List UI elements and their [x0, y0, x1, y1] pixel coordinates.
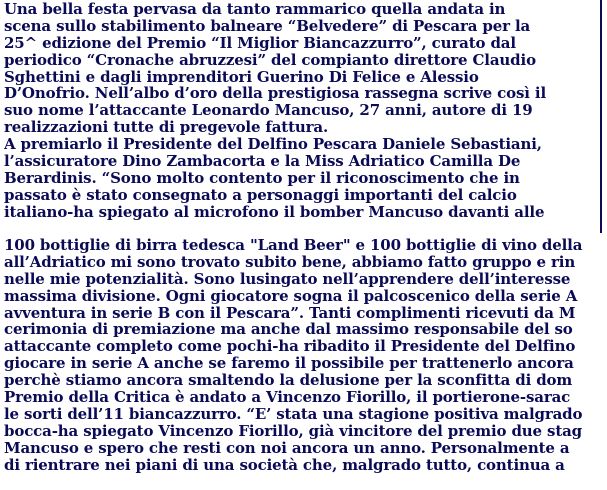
text-line: avventura in serie B con il Pescara”. Tanti complimenti ricevuti da M [4, 303, 576, 322]
text-line: cerimonia di premiazione ma anche dal massimo responsabile del so [4, 320, 573, 339]
text-line: Berardinis. “Sono molto contento per il riconoscimento che in [4, 168, 520, 187]
text-line: passato è stato consegnato a personaggi importanti del calcio [4, 185, 517, 204]
text-line: italiano-ha spiegato al microfono il bomber Mancuso davanti alle [4, 202, 545, 221]
text-line: giocare in serie A anche se faremo il possibile per trattenerlo ancora [4, 354, 574, 373]
text-line: D’Onofrio. Nell’albo d’oro della prestigiosa rassegna scrive così il [4, 84, 547, 103]
text-line: di rientrare nei piani di una società che, malgrado tutto, continua a [4, 455, 565, 474]
text-line: Mancuso e spero che resti con noi ancora un anno. Personalmente a [4, 438, 570, 457]
text-line: A premiarlo il Presidente del Delfino Pescara Daniele Sebastiani, [4, 135, 542, 154]
text-line: attaccante completo come pochi-ha ribadito il Presidente del Delfino [4, 337, 576, 356]
text-line: Sghettini e dagli imprenditori Guerino Di Felice e Alessio [4, 67, 479, 86]
text-line: all’Adriatico mi sono trovato subito bene, abbiamo fatto gruppo e rin [4, 252, 576, 271]
text-line: 100 bottiglie di birra tedesca "Land Beer" e 100 bottiglie di vino della [4, 237, 583, 254]
text-line: l’assicuratore Dino Zambacorta e la Miss Adriatico Camilla De [4, 152, 521, 171]
text-line: massima divisione. Ogni giocatore sogna il palcoscenico della serie A [4, 286, 578, 305]
text-line: nelle mie potenzialità. Sono lusingato nell’apprendere dell’interesse [4, 269, 571, 288]
edge-rule [600, 0, 602, 233]
text-line: periodico “Cronache abruzzesi” del compianto direttore Claudio [4, 50, 536, 69]
text-line: Premio della Critica è andato a Vincenzo Fiorillo, il portierone-sarac [4, 388, 571, 407]
article-text-bottom [4, 237, 607, 473]
text-line: perchè stiamo ancora smaltendo la delusione per la sconfitta di dom [4, 371, 573, 390]
text-line: 25^ edizione del Premio “Il Miglior Biancazzurro”, curato dal [4, 33, 516, 52]
text-line: bocca-ha spiegato Vincenzo Fiorillo, già vincitore del premio due stag [4, 421, 583, 440]
article-text-top [4, 1, 600, 221]
text-line: le sorti dell’11 biancazzurro. “E’ stata una stagione positiva malgrado [4, 404, 583, 423]
text-line: suo nome l’attaccante Leonardo Mancuso, 27 anni, autore di 19 [4, 101, 533, 120]
text-line: scena sullo stabilimento balneare “Belvedere” di Pescara per la [4, 16, 531, 35]
text-line: Una bella festa pervasa da tanto rammarico quella andata in [4, 1, 506, 18]
text-line: realizzazioni tutte di pregevole fattura. [4, 118, 329, 137]
